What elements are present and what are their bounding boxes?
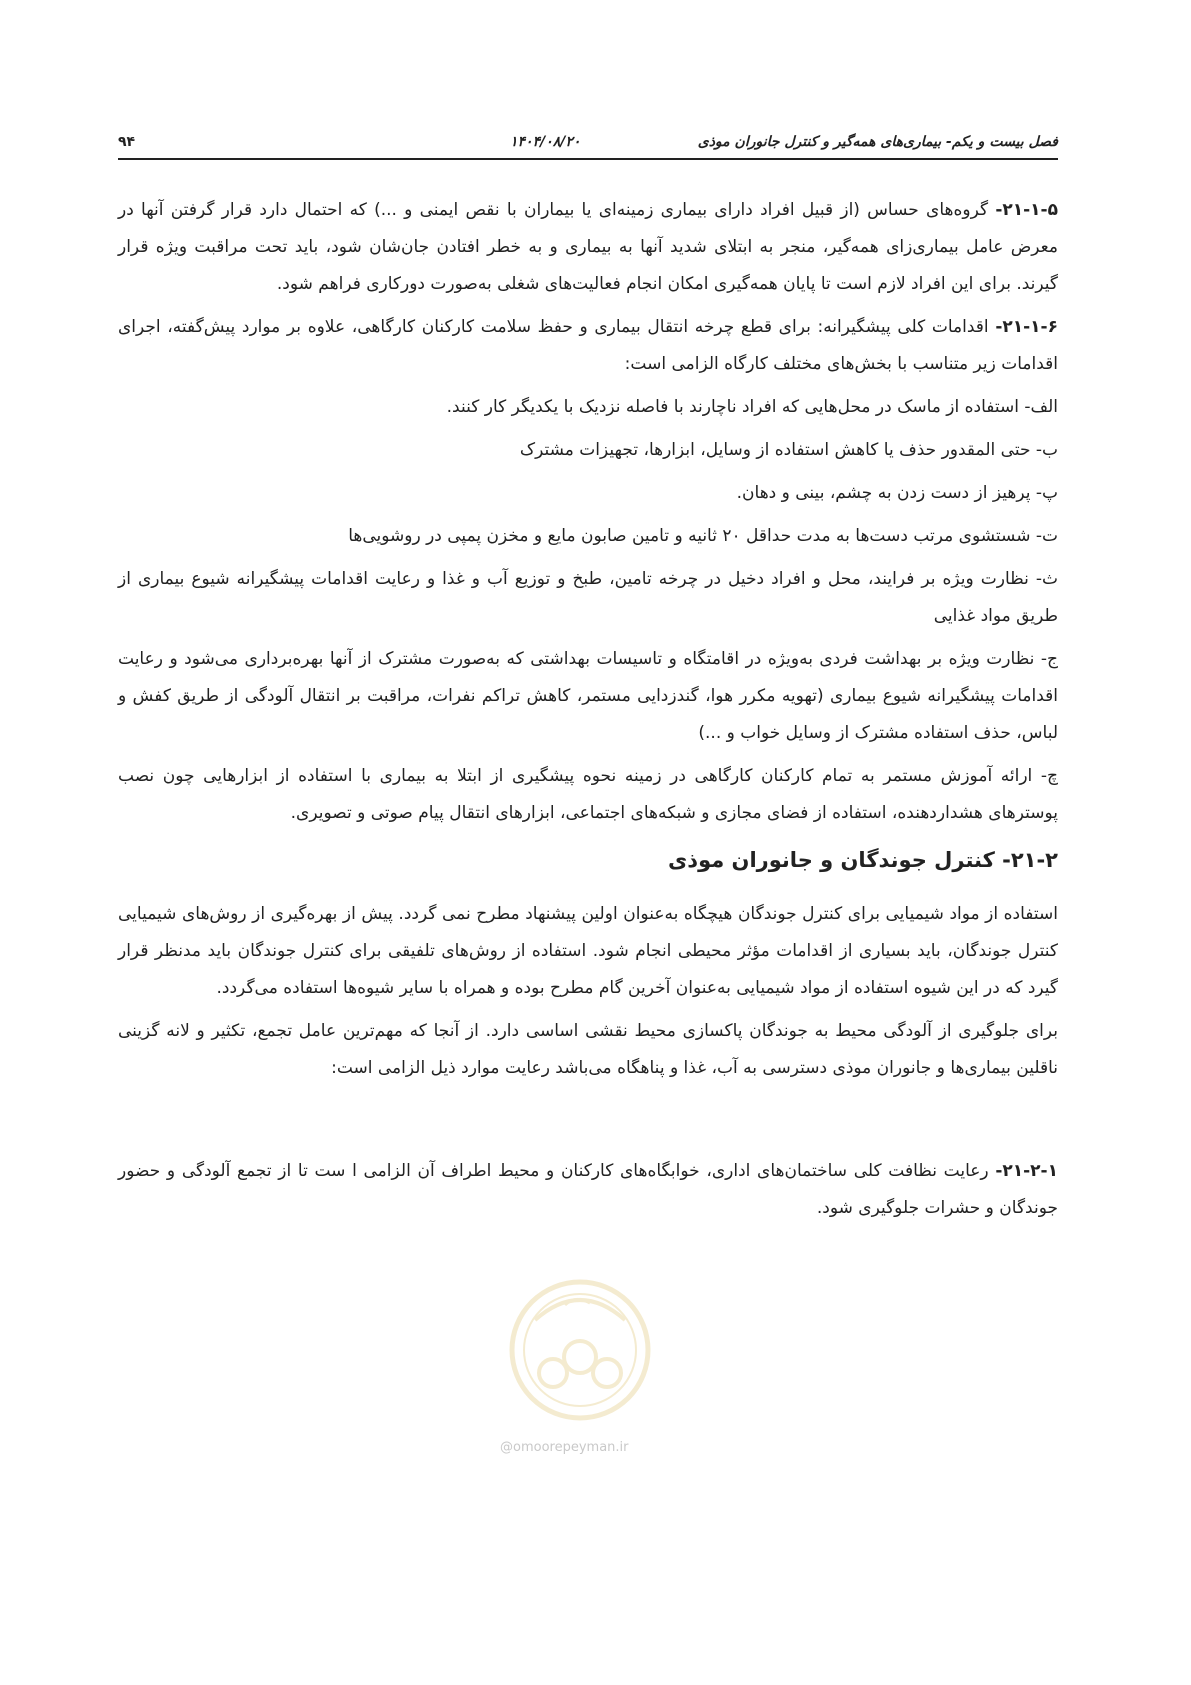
section-21-1-5 (118, 192, 1058, 303)
document-body (118, 192, 1058, 1233)
header-date: ۱۴۰۴/۰۸/۲۰ (510, 134, 581, 150)
section-number: ۲۱-۱-۶- (995, 317, 1058, 337)
section-text: گروه‌های حساس (از قبیل افراد دارای بیماری زمینه‌ای یا بیماران با نقص ایمنی و ...) که احتمال دارد قرار گرفتن آنها در معرض عامل بیماری‌زای همه‌گیر، منجر به ابتلای شدید آنها به بیماری و به خطر افتادن جان‌شان شود، باید تحت مراقبت ویژه قرار گیرند. برای این افراد لازم است تا پایان همه‌گیری امکان انجام فعالیت‌های شغلی به‌صورت دورکاری فراهم شود. (118, 200, 1058, 294)
list-item-be: ب- حتی المقدور حذف یا کاهش استفاده از وسایل، ابزارها، تجهیزات مشترک (519, 440, 1058, 460)
document-page (118, 0, 1058, 1685)
watermark-logo-icon (475, 1265, 685, 1425)
section-text: رعایت نظافت کلی ساختمان‌های اداری، خوابگاه‌های کارکنان و محیط اطراف آن الزامی ا ست تا از تجمع آلودگی و حضور جوندگان و حشرات جلوگیری شود. (118, 1161, 1058, 1218)
page-number: ۹۴ (118, 134, 136, 150)
list-item-jim: ج- نظارت ویژه بر بهداشت فردی به‌ویژه در اقامتگاه و تاسیسات بهداشتی که به‌صورت مشترک از آنها بهره‌برداری می‌شود و رعایت اقدامات پیشگیرانه شیوع بیماری (تهویه مکرر هوا، گندزدایی مستمر، کاهش تراکم نفرات، مراقبت بر انتقال آلودگی از طریق کفش و لباس، حذف استفاده مشترک از وسایل خواب و ...) (118, 649, 1058, 743)
running-header (118, 132, 1058, 160)
section-21-1-6 (118, 309, 1058, 383)
watermark-site: @omoorepeyman.ir (500, 1440, 629, 1455)
list-item-pe: پ- پرهیز از دست زدن به چشم، بینی و دهان. (736, 483, 1058, 503)
section-heading: ۲۱-۲- کنترل جوندگان و جانوران موذی (668, 848, 1058, 872)
list-item-alef: الف- استفاده از ماسک در محل‌هایی که افراد ناچارند با فاصله نزدیک با یکدیگر کار کنند. (446, 397, 1058, 417)
paragraph-prevention: برای جلوگیری از آلودگی محیط به جوندگان پاکسازی محیط نقشی اساسی دارد. از آنجا که مهم‌ترین عامل تجمع، تکثیر و لانه گزینی ناقلین بیماری‌ها و جانوران موذی دسترسی به آب، غذا و پناهگاه می‌باشد رعایت موارد ذیل الزامی است: (118, 1021, 1058, 1078)
list-item-che: چ- ارائه آموزش مستمر به تمام کارکنان کارگاهی در زمینه نحوه پیشگیری از ابتلا به بیماری با استفاده از ابزارهایی چون نصب پوسترهای هشداردهنده، استفاده از فضای مجازی و شبکه‌های اجتماعی، ابزارهای انتقال پیام صوتی و تصویری. (118, 766, 1058, 823)
spacer (118, 1093, 1058, 1153)
paragraph-chemical-control: استفاده از مواد شیمیایی برای کنترل جوندگان هیچگاه به‌عنوان اولین پیشنهاد مطرح نمی گردد. پیش از بهره‌گیری از روش‌های شیمیایی کنترل جوندگان، باید بسیاری از اقدامات مؤثر محیطی انجام شود. استفاده از روش‌های تلفیقی برای کنترل جوندگان باید مدنظر قرار گیرد که در این شیوه استفاده از مواد شیمیایی به‌عنوان آخرین گام مطرح بوده و همراه با سایر شیوه‌ها استفاده می‌گردد. (118, 904, 1058, 998)
section-text: اقدامات کلی پیشگیرانه: برای قطع چرخه انتقال بیماری و حفظ سلامت کارکنان کارگاهی، علاوه بر موارد پیش‌گفته، اجرای اقدامات زیر متناسب با بخش‌های مختلف کارگاه الزامی است: (118, 317, 1058, 374)
list-item-te: ت- شستشوی مرتب دست‌ها به مدت حداقل ۲۰ ثانیه و تامین صابون مایع و مخزن پمپی در روشویی‌ها (348, 526, 1058, 546)
chapter-title: فصل بیست و یکم- بیماری‌های همه‌گیر و کنترل جانوران موذی (697, 134, 1058, 150)
section-number: ۲۱-۱-۵- (995, 200, 1058, 220)
section-number: ۲۱-۲-۱- (995, 1161, 1058, 1181)
list-item-se: ث- نظارت ویژه بر فرایند، محل و افراد دخیل در چرخه تامین، طبخ و توزیع آب و غذا و رعایت اقدامات پیشگیرانه شیوع بیماری از طریق مواد غذایی (118, 569, 1058, 626)
section-21-2-1 (118, 1153, 1058, 1227)
